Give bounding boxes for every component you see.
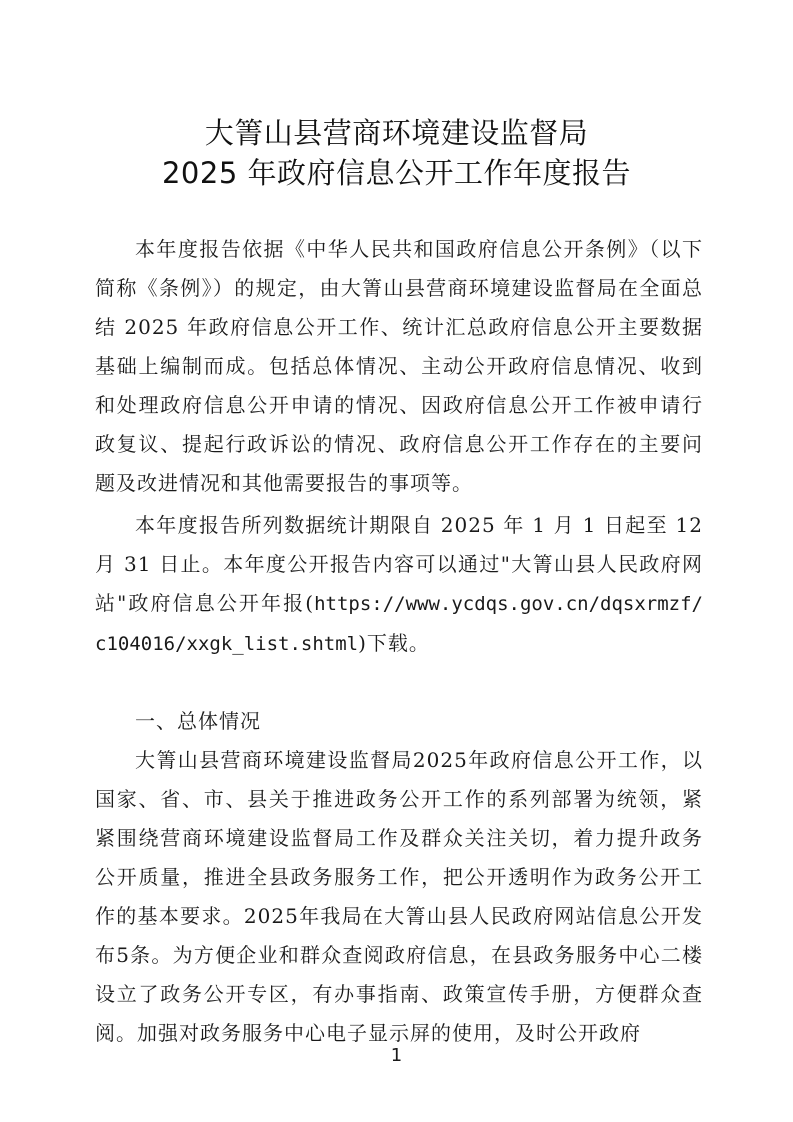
report-url-link[interactable]: https://www.ycdqs.gov.cn/dqsxrmzf/c104016/xxgk_list.shtml (95, 593, 703, 655)
period-section (95, 506, 703, 664)
section1-paragraph: 大箐山县营商环境建设监督局2025年政府信息公开工作，以国家、省、市、县关于推进政务公开工作的系列部署为统领，紧紧围绕营商环境建设监督局工作及群众关注关切，着力提升政务公开质量，推进全县政务服务工作，把公开透明作为政务公开工作的基本要求。2025年我局在大箐山县人民政府网站信息公开发布5条。为方便企业和群众查阅政府信息，在县政务服务中心二楼设立了政务公开专区，有办事指南、政策宣传手册，方便群众查阅。加强对政务服务中心电子显示屏的使用，及时公开政府 (95, 748, 703, 1045)
intro-section (95, 230, 703, 503)
period-paragraph (95, 506, 703, 664)
document-title-line2: 2025 年政府信息公开工作年度报告 (161, 156, 632, 190)
intro-paragraph: 本年度报告依据《中华人民共和国政府信息公开条例》（以下简称《条例》）的规定，由大箐山县营商环境建设监督局在全面总结 2025 年政府信息公开工作、统计汇总政府信息公开主要数据基础上编制而成。包括总体情况、主动公开政府信息情况、收到和处理政府信息公开申请的情况、因政府信息公开工作被申请行政复议、提起行政诉讼的情况、政府信息公开工作存在的主要问题及改进情况和其他需要报告的事项等。 (95, 237, 703, 495)
section1-heading: 一、总体情况 (135, 709, 261, 733)
document-title-line1: 大箐山县营商环境建设监督局 (204, 116, 589, 150)
period-paragraph-suffix: )下载。 (358, 631, 430, 655)
page-number: 1 (390, 1045, 403, 1066)
period-paragraph-prefix: 本年度报告所列数据统计期限自 2025 年 1 月 1 日起至 12 月 31 日止。本年度公开报告内容可以通过"大箐山县人民政府网站"政府信息公开年报( (95, 513, 703, 615)
section1-body (95, 741, 703, 1053)
